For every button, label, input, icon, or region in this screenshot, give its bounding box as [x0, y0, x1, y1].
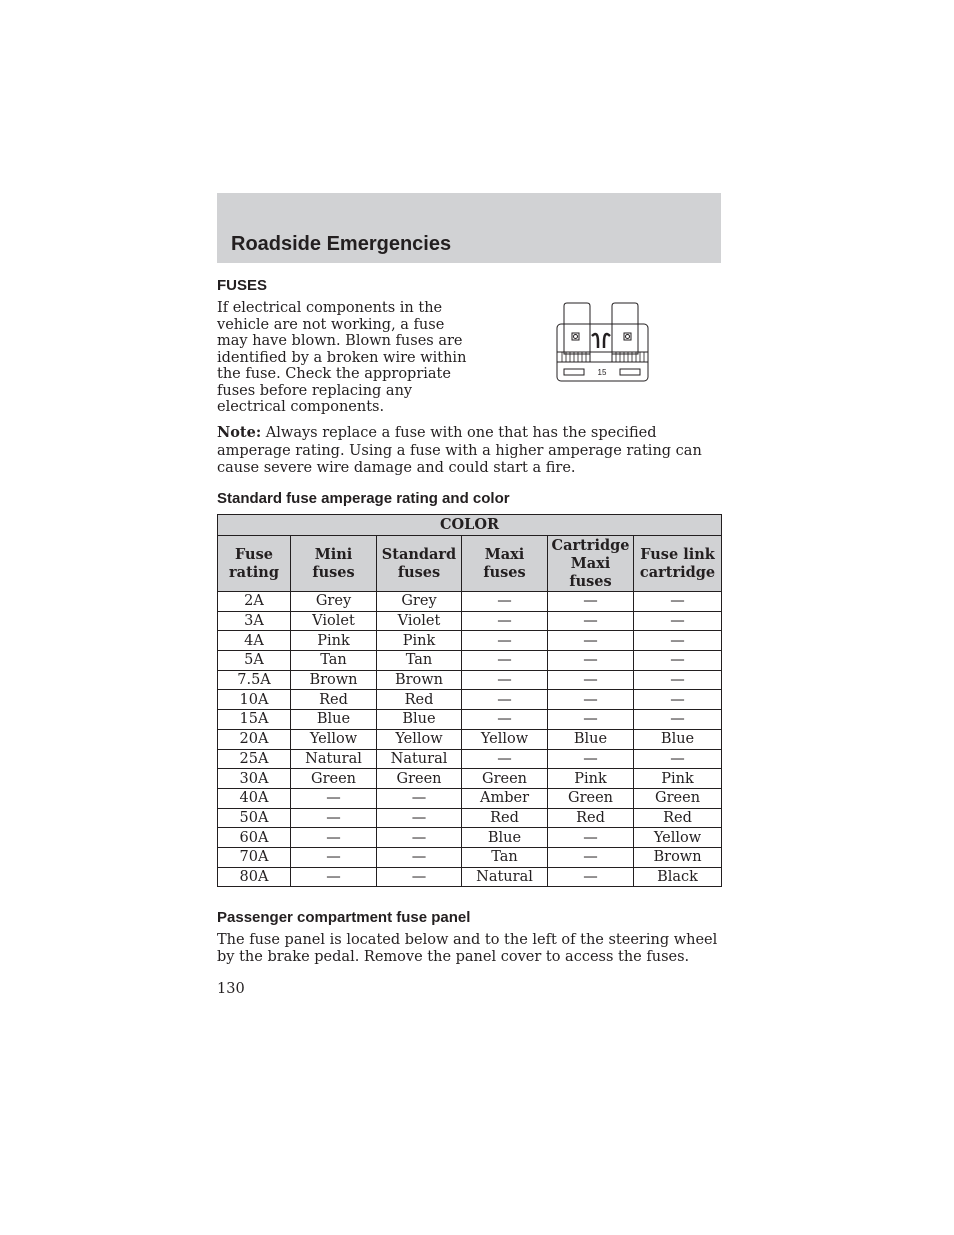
table-cell: —: [634, 592, 722, 612]
table-cell: —: [548, 670, 634, 690]
column-header: [377, 536, 462, 592]
column-header-line: Fuse link: [640, 545, 715, 563]
table-cell: Grey: [291, 592, 377, 612]
table-cell: —: [634, 710, 722, 730]
table-cell: 40A: [218, 788, 291, 808]
table-cell: Violet: [291, 611, 377, 631]
table-cell: Tan: [291, 651, 377, 671]
passenger-panel-text: The fuse panel is located below and to the left of the steering wheel by the brake pedal. Remove the panel cover to access the fuses.: [217, 932, 718, 965]
table-cell: —: [548, 867, 634, 887]
table-cell: —: [462, 749, 548, 769]
table-cell: —: [548, 651, 634, 671]
column-header-line: fuses: [483, 563, 526, 581]
table-cell: Blue: [377, 710, 462, 730]
table-cell: Natural: [291, 749, 377, 769]
table-cell: —: [291, 788, 377, 808]
table-cell: —: [377, 828, 462, 848]
table-cell: Green: [548, 788, 634, 808]
table-cell: 3A: [218, 611, 291, 631]
table-cell: Yellow: [462, 729, 548, 749]
table-cell: Grey: [377, 592, 462, 612]
table-cell: Tan: [462, 847, 548, 867]
table-cell: 4A: [218, 631, 291, 651]
column-header: [218, 536, 291, 592]
table-cell: —: [548, 847, 634, 867]
table-cell: —: [634, 611, 722, 631]
table-row: [218, 788, 722, 808]
table-cell: Blue: [291, 710, 377, 730]
table-row: [218, 631, 722, 651]
column-header-line: fuses: [397, 563, 441, 581]
table-cell: Red: [377, 690, 462, 710]
table-row: [218, 651, 722, 671]
table-cell: —: [634, 651, 722, 671]
table-row: [218, 749, 722, 769]
table-cell: 10A: [218, 690, 291, 710]
fuse-illustration: [556, 302, 650, 382]
column-header-line: cartridge: [639, 563, 716, 581]
fuses-intro-text: If electrical components in the vehicle are not working, a fuse may have blown. Blown fuses are identified by a broken wire within the fuse. Check the appropriate fuses before replacing any electrical components.: [217, 300, 467, 415]
table-cell: 50A: [218, 808, 291, 828]
table-cell: 80A: [218, 867, 291, 887]
table-cell: 30A: [218, 769, 291, 789]
table-cell: Red: [291, 690, 377, 710]
table-cell: Green: [462, 769, 548, 789]
column-header-line: fuses: [312, 563, 355, 581]
table-cell: Natural: [377, 749, 462, 769]
column-header-line: Maxi: [484, 545, 525, 563]
column-header-line: Standard: [381, 545, 457, 563]
fuses-heading: FUSES: [217, 277, 268, 294]
table-cell: Yellow: [291, 729, 377, 749]
table-cell: Green: [291, 769, 377, 789]
table-cell: Brown: [377, 670, 462, 690]
table-cell: Red: [462, 808, 548, 828]
table-cell: Tan: [377, 651, 462, 671]
table-cell: 70A: [218, 847, 291, 867]
table-row: [218, 592, 722, 612]
table-row: [218, 867, 722, 887]
table-cell: —: [377, 788, 462, 808]
table-row: [218, 729, 722, 749]
table-cell: Amber: [462, 788, 548, 808]
table-cell: 7.5A: [218, 670, 291, 690]
table-cell: 2A: [218, 592, 291, 612]
table-cell: —: [634, 749, 722, 769]
table-cell: —: [291, 847, 377, 867]
table-cell: Black: [634, 867, 722, 887]
table-cell: —: [462, 710, 548, 730]
table-cell: 15A: [218, 710, 291, 730]
column-header-line: Fuse: [235, 545, 273, 563]
color-group-header: COLOR: [218, 515, 722, 536]
table-row: [218, 808, 722, 828]
table-cell: —: [462, 611, 548, 631]
table-cell: 5A: [218, 651, 291, 671]
section-header-band: [217, 193, 721, 263]
table-cell: —: [377, 847, 462, 867]
fuse-rating-label: 15: [597, 368, 607, 377]
table-cell: —: [634, 631, 722, 651]
table-cell: —: [462, 631, 548, 651]
table-cell: —: [548, 611, 634, 631]
table-cell: —: [377, 808, 462, 828]
table-cell: —: [291, 828, 377, 848]
column-header: [548, 536, 634, 592]
table-row: [218, 690, 722, 710]
table-cell: —: [634, 690, 722, 710]
table-cell: Yellow: [377, 729, 462, 749]
table-cell: Red: [634, 808, 722, 828]
column-header: [291, 536, 377, 592]
table-cell: —: [291, 867, 377, 887]
table-cell: Natural: [462, 867, 548, 887]
table-row: [218, 847, 722, 867]
table-cell: —: [548, 828, 634, 848]
table-cell: Blue: [548, 729, 634, 749]
table-cell: Brown: [291, 670, 377, 690]
section-title: Roadside Emergencies: [231, 233, 452, 255]
table-cell: —: [462, 592, 548, 612]
table-cell: Red: [548, 808, 634, 828]
note-label: Note:: [217, 424, 262, 441]
table-row: [218, 670, 722, 690]
fuse-note: [217, 424, 723, 478]
column-header-line: Mini: [314, 545, 353, 563]
passenger-panel-heading: Passenger compartment fuse panel: [217, 909, 471, 926]
table-cell: Green: [377, 769, 462, 789]
table-cell: Pink: [377, 631, 462, 651]
table-cell: —: [548, 690, 634, 710]
table-cell: Blue: [634, 729, 722, 749]
table-cell: Pink: [634, 769, 722, 789]
table-row: [218, 710, 722, 730]
table-cell: —: [291, 808, 377, 828]
column-header-line: rating: [229, 563, 279, 581]
page-number: 130: [217, 981, 245, 997]
table-cell: —: [634, 670, 722, 690]
table-cell: 20A: [218, 729, 291, 749]
table-cell: —: [462, 651, 548, 671]
column-header: [462, 536, 548, 592]
table-cell: —: [548, 710, 634, 730]
table-cell: Blue: [462, 828, 548, 848]
fuse-table-heading: Standard fuse amperage rating and color: [217, 490, 510, 507]
table-row: [218, 828, 722, 848]
table-cell: —: [548, 749, 634, 769]
column-header-line: Cartridge: [551, 536, 630, 554]
table-row: [218, 769, 722, 789]
table-cell: Green: [634, 788, 722, 808]
table-row: [218, 611, 722, 631]
table-cell: —: [462, 690, 548, 710]
table-cell: Yellow: [634, 828, 722, 848]
column-header: [634, 536, 722, 592]
table-cell: Brown: [634, 847, 722, 867]
note-text: Always replace a fuse with one that has the specified amperage rating. Using a fuse with a higher amperage rating can cause severe wire damage and could start a fire.: [217, 425, 702, 476]
table-cell: —: [548, 631, 634, 651]
table-cell: 60A: [218, 828, 291, 848]
table-cell: —: [462, 670, 548, 690]
column-header-line: Maxi: [570, 554, 611, 572]
table-cell: —: [377, 867, 462, 887]
table-cell: Pink: [548, 769, 634, 789]
table-cell: Pink: [291, 631, 377, 651]
column-header-line: fuses: [569, 572, 612, 590]
table-cell: Violet: [377, 611, 462, 631]
table-cell: —: [548, 592, 634, 612]
fuse-rating-table: [217, 514, 722, 887]
table-cell: 25A: [218, 749, 291, 769]
